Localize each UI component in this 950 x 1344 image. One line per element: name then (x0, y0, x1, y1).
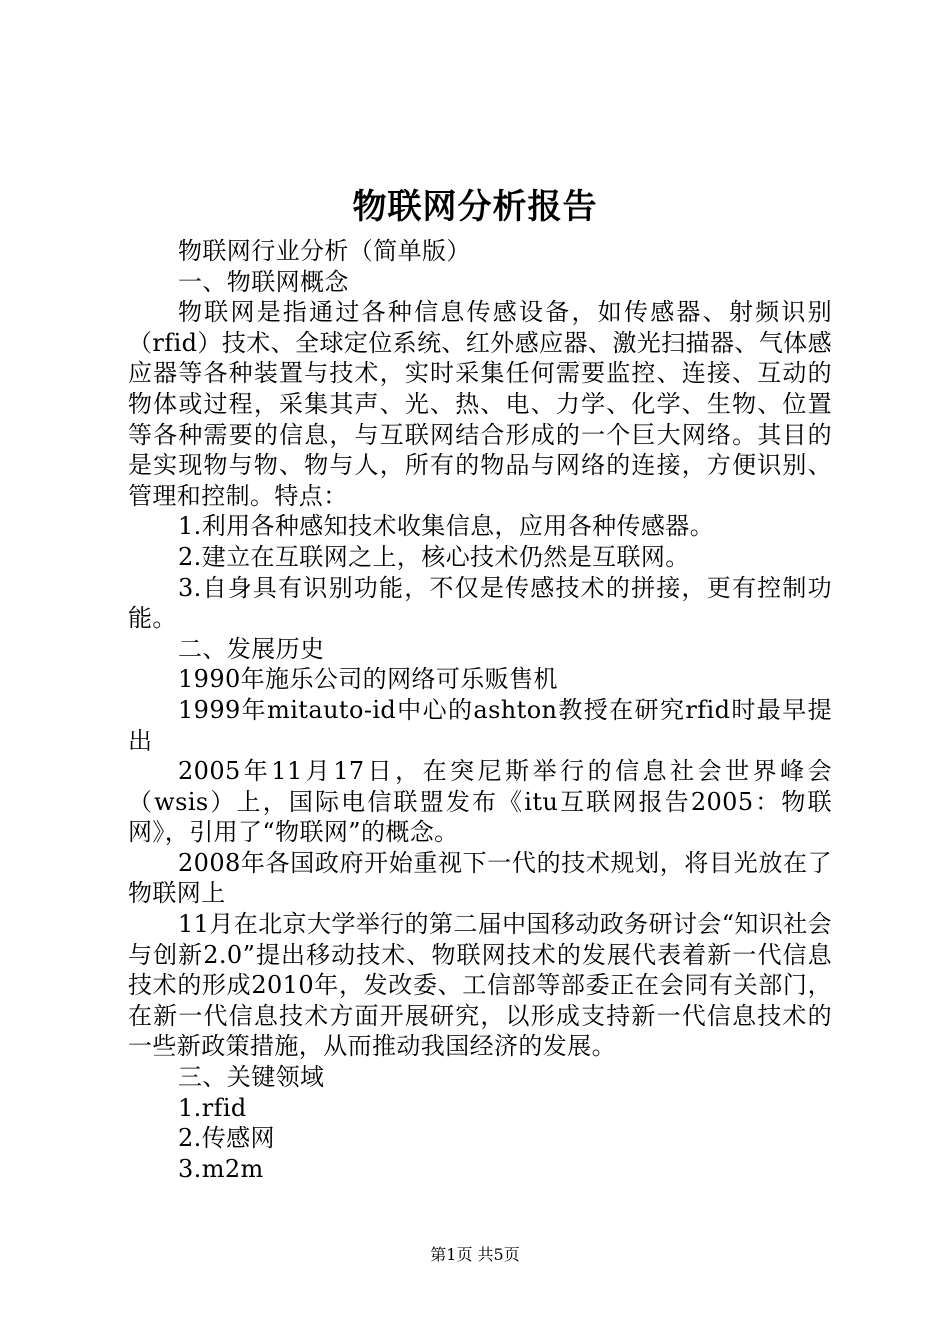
list-item-feature-3: 3.自身具有识别功能，不仅是传感技术的拼接，更有控制功能。 (128, 573, 832, 633)
page-footer: 第1页 共5页 (430, 1245, 520, 1264)
document-title: 物联网分析报告 (352, 187, 598, 227)
list-item-key-area-1: 1.rfid (178, 1093, 247, 1122)
paragraph-history-1990: 1990年施乐公司的网络可乐贩售机 (178, 665, 558, 694)
paragraph-history-2005: 2005年11月17日，在突尼斯举行的信息社会世界峰会（wsis）上，国际电信联盟发布《itu互联网报告2005：物联网》，引用了“物联网”的概念。 (128, 757, 832, 847)
list-item-feature-2: 2.建立在互联网之上，核心技术仍然是互联网。 (178, 542, 690, 571)
list-item-key-area-3: 3.m2m (178, 1154, 264, 1183)
section-heading-key-areas: 三、关键领域 (178, 1063, 325, 1092)
section-heading-history: 二、发展历史 (178, 634, 325, 663)
paragraph-history-2010: 11月在北京大学举行的第二届中国移动政务研讨会“知识社会与创新2.0”提出移动技术、物联网技术的发展代表着新一代信息技术的形成2010年，发改委、工信部等部委正在会同有关部门，在新一代信息技术方面开展研究，以形成支持新一代信息技术的一些新政策措施，从而推动我国经济的发展。 (128, 910, 833, 1061)
paragraph-subtitle: 物联网行业分析（简单版） (178, 237, 471, 265)
paragraph-history-1999: 1999年mitauto-id中心的ashton教授在研究rfid时最早提出 (128, 695, 832, 755)
list-item-feature-1: 1.利用各种感知技术收集信息，应用各种传感器。 (178, 512, 715, 541)
document-body (128, 236, 832, 1184)
paragraph-history-2008: 2008年各国政府开始重视下一代的技术规划，将目光放在了物联网上 (128, 848, 832, 908)
list-item-key-area-2: 2.传感网 (178, 1124, 275, 1153)
paragraph-definition: 物联网是指通过各种信息传感设备，如传感器、射频识别（rfid）技术、全球定位系统、红外感应器、激光扫描器、气体感应器等各种装置与技术，实时采集任何需要监控、连接、互动的物体或过程，采集其声、光、热、电、力学、化学、生物、位置等各种需要的信息，与互联网结合形成的一个巨大网络。其目的是实现物与物、物与人，所有的物品与网络的连接，方便识别、管理和控制。特点： (128, 298, 832, 510)
section-heading-concept: 一、物联网概念 (178, 267, 349, 296)
